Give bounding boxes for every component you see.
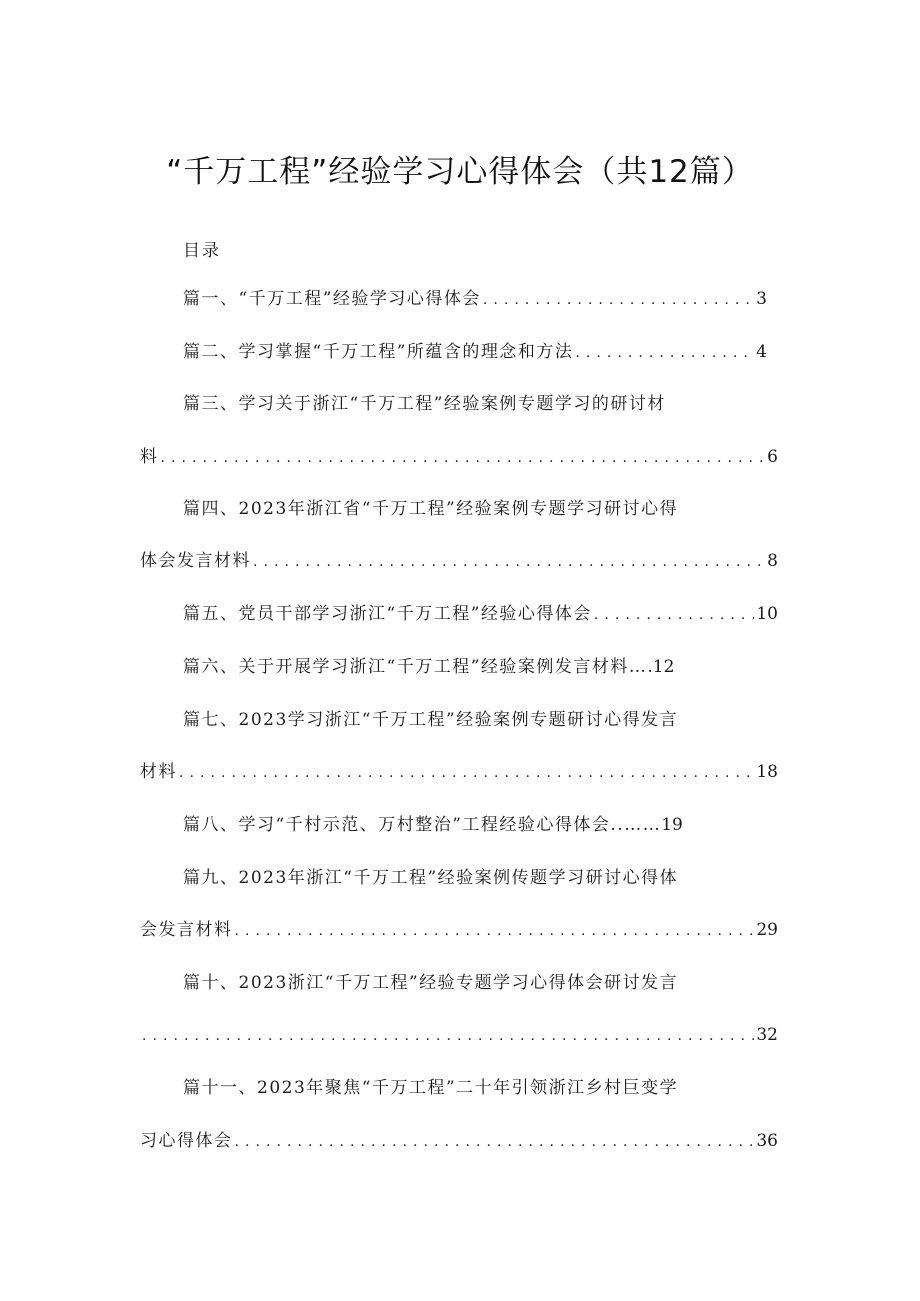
- toc-entry-title-cont: 材料: [140, 762, 177, 782]
- toc-entry-1[interactable]: [183, 287, 767, 312]
- dot-leader: [142, 1023, 754, 1048]
- toc-entry-7-cont[interactable]: [140, 760, 778, 785]
- dot-leader: [235, 1129, 755, 1154]
- dot-leader: [575, 340, 754, 365]
- dot-leader: [594, 602, 754, 627]
- document-title: “千万工程”经验学习心得体会（共12篇）: [166, 154, 754, 190]
- toc-entry-2[interactable]: [183, 340, 767, 365]
- toc-entry-5[interactable]: [183, 602, 778, 627]
- toc-entry-title-cont: 会发言材料: [140, 920, 233, 940]
- toc-entry-9[interactable]: 篇九、2023年浙江“千万工程”经验案例传题学习研讨心得体: [183, 868, 679, 888]
- toc-entry-3[interactable]: 篇三、学习关于浙江“千万工程”经验案例专题学习的研讨材: [183, 394, 666, 414]
- toc-entry-page: .12: [647, 657, 675, 677]
- toc-entry-title: 篇一、“千万工程”经验学习心得体会: [183, 289, 481, 309]
- toc-entry-title: 篇二、学习掌握“千万工程”所蕴含的理念和方法: [183, 342, 574, 362]
- toc-entry-4-cont[interactable]: [140, 549, 778, 574]
- toc-entry-4[interactable]: 篇四、2023年浙江省“千万工程”经验案例专题学习研讨心得: [183, 499, 679, 519]
- toc-entry-11-cont[interactable]: [140, 1129, 778, 1154]
- toc-entry-title: 篇五、党员干部学习浙江“千万工程”经验心得体会: [183, 604, 592, 624]
- toc-entry-page: 19: [661, 815, 683, 835]
- toc-entry-title-cont: 习心得体会: [140, 1131, 233, 1151]
- dot-leader: [235, 918, 755, 943]
- toc-entry-10[interactable]: 篇十、2023浙江“千万工程”经验专题学习心得体会研讨发言: [183, 973, 679, 993]
- toc-entry-page: 3: [756, 289, 767, 309]
- toc-entry-title: 篇六、关于开展学习浙江“千万工程”经验案例发言材料…: [183, 657, 648, 677]
- toc-entry-page: 32: [756, 1025, 778, 1045]
- dot-leader: [179, 760, 754, 785]
- toc-entry-3-cont[interactable]: [140, 445, 778, 470]
- toc-entry-page: 8: [767, 551, 778, 571]
- toc-entry-page: 18: [756, 762, 778, 782]
- toc-entry-9-cont[interactable]: [140, 918, 778, 943]
- toc-entry-11[interactable]: 篇十一、2023年聚焦“千万工程”二十年引领浙江乡村巨变学: [183, 1078, 679, 1098]
- toc-entry-page: 29: [756, 920, 778, 940]
- dot-leader: [161, 445, 766, 470]
- toc-entry-page: 4: [756, 342, 767, 362]
- toc-entry-title-cont: 体会发言材料: [140, 551, 251, 571]
- toc-entry-title-cont: 料: [140, 447, 159, 467]
- dot-leader: [253, 549, 765, 574]
- toc-entry-7[interactable]: 篇七、2023学习浙江“千万工程”经验案例专题研讨心得发言: [183, 710, 679, 730]
- toc-entry-10-cont[interactable]: [140, 1023, 778, 1048]
- toc-entry-page: 36: [756, 1131, 778, 1151]
- toc-entry-6[interactable]: [183, 655, 674, 679]
- toc-entry-8[interactable]: [183, 813, 683, 837]
- dot-leader: [483, 287, 754, 312]
- toc-entry-page: 6: [767, 447, 778, 467]
- toc-entry-page: 10: [756, 604, 778, 624]
- toc-heading: 目录: [183, 241, 221, 261]
- toc-entry-title: 篇八、学习“千村示范、万村整治”工程经验心得体会..……: [183, 815, 662, 835]
